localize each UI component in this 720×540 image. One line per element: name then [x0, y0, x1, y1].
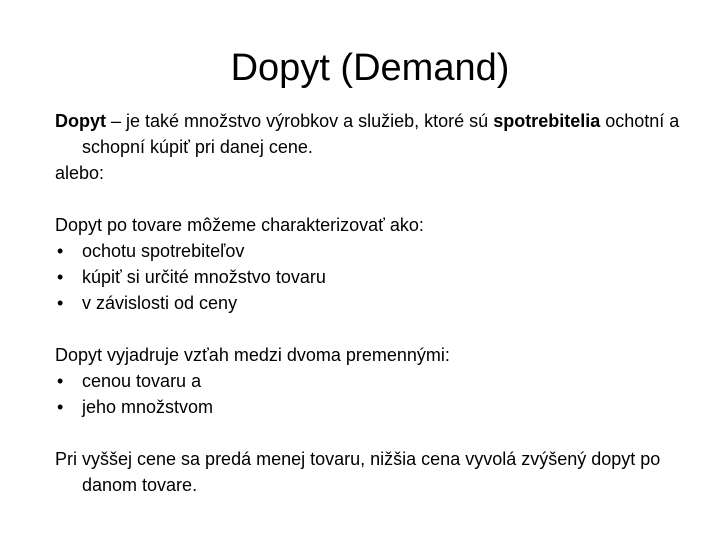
list-item [55, 238, 705, 264]
bullet-icon: • [57, 293, 64, 313]
spacer [55, 316, 705, 342]
bullet-icon: • [57, 371, 64, 391]
relationship-list [55, 368, 705, 420]
list-item [55, 290, 705, 316]
definition-bold-word: spotrebitelia [493, 111, 601, 131]
definition-text-before: je také množstvo výrobkov a služieb, ktoré sú [126, 111, 494, 131]
bullet-icon: • [57, 267, 64, 287]
definition-text-after: ochotní a schopní kúpiť pri danej cene. [82, 111, 680, 157]
characterize-list [55, 238, 705, 316]
slide-title: Dopyt (Demand) [230, 47, 510, 89]
list-item-text: cenou tovaru a [82, 371, 202, 391]
conclusion-paragraph: Pri vyššej cene sa predá menej tovaru, nižšia cena vyvolá zvýšený dopyt po danom tovare. [55, 449, 661, 495]
list-item [55, 264, 705, 290]
list-item [55, 394, 705, 420]
definition-paragraph [55, 108, 705, 160]
definition-alternative: alebo: [55, 163, 105, 183]
list-item [55, 368, 705, 394]
definition-dash: – [106, 111, 127, 131]
slide-content [55, 108, 705, 498]
list-item-text: ochotu spotrebiteľov [82, 241, 245, 261]
relationship-intro: Dopyt vyjadruje vzťah medzi dvoma premennými: [55, 345, 450, 365]
bullet-icon: • [57, 241, 64, 261]
list-item-text: kúpiť si určité množstvo tovaru [82, 267, 326, 287]
list-item-text: jeho množstvom [82, 397, 214, 417]
spacer [55, 420, 705, 446]
characterize-intro: Dopyt po tovare môžeme charakterizovať ako: [55, 215, 424, 235]
bullet-icon: • [57, 397, 64, 417]
list-item-text: v závislosti od ceny [82, 293, 238, 313]
definition-term: Dopyt [55, 111, 106, 131]
spacer [55, 186, 705, 212]
